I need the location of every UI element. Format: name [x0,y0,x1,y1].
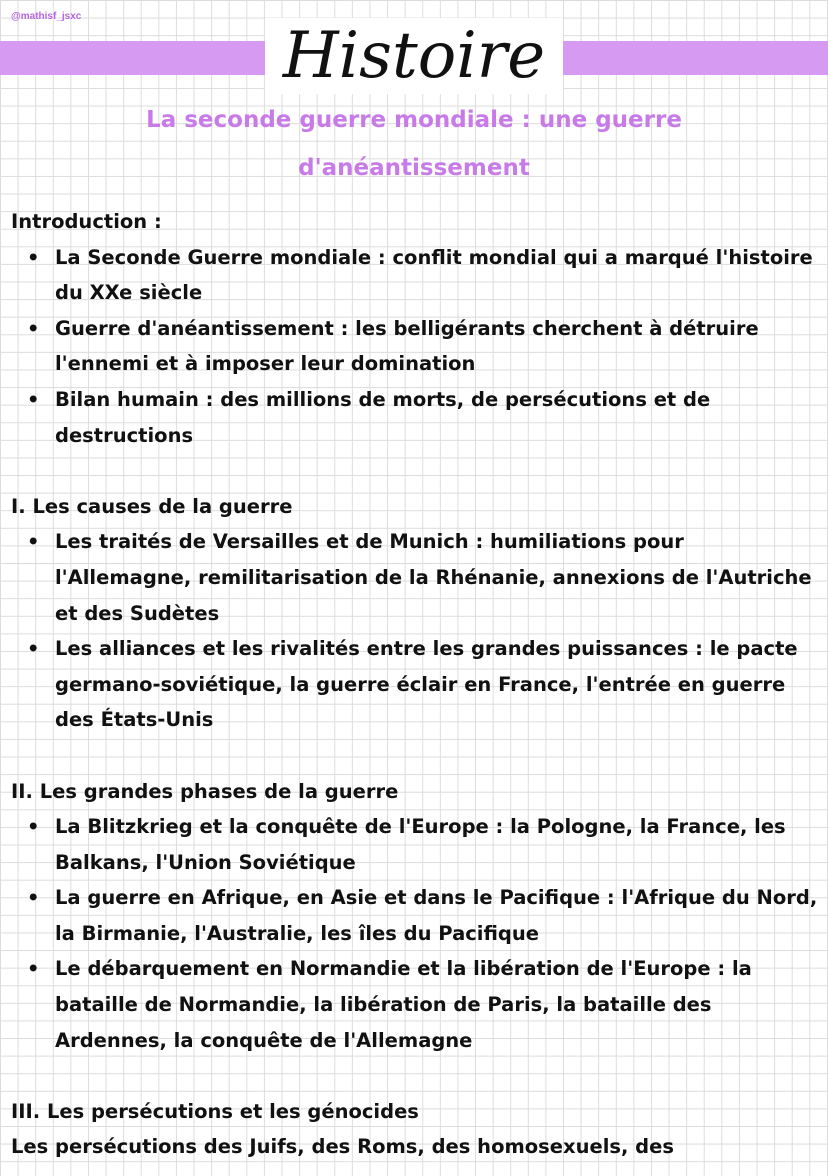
section-persecutions [11,1094,823,1165]
page-title: Histoire [265,18,563,94]
bullet-list [11,524,823,738]
list-item: • Le débarquement en Normandie et la libération de l'Europe : la bataille de Normandie, la libération de Paris, la bataille des Ardennes, la conquête de l'Allemagne [11,951,823,1058]
section-heading: II. Les grandes phases de la guerre [11,779,399,803]
section-phases [11,774,823,1059]
section-heading: III. Les persécutions et les génocides [11,1099,419,1123]
section-heading: Introduction : [11,210,162,233]
bullet-list [11,240,823,454]
section-spacer [11,1058,823,1094]
list-item: • La Blitzkrieg et la conquête de l'Europe : la Pologne, la France, les Balkans, l'Union Soviétique [11,809,823,880]
list-item: • Bilan humain : des millions de morts, de persécutions et de destructions [11,382,823,453]
paragraph-text: Les persécutions des Juifs, des Roms, des homosexuels, des [11,1135,674,1159]
section-causes [11,489,823,738]
section-spacer [11,738,823,774]
page-subtitle: La seconde guerre mondiale : une guerre d'anéantissement [146,107,682,181]
section-heading: I. Les causes de la guerre [11,494,293,518]
author-watermark: @mathisf_jsxc [11,11,82,22]
bullet-list [11,809,823,1058]
title-bar-right [563,41,828,75]
title-bar-left [0,41,265,75]
list-item: • La guerre en Afrique, en Asie et dans le Pacifique : l'Afrique du Nord, la Birmanie, l'Australie, les îles du Pacifique [11,880,823,951]
section-introduction [11,204,823,453]
list-item: • Les alliances et les rivalités entre les grandes puissances : le pacte germano-soviétique, la guerre éclair en France, l'entrée en guerre des États-Unis [11,631,823,738]
list-item: • Guerre d'anéantissement : les belligérants cherchent à détruire l'ennemi et à imposer leur domination [11,311,823,382]
list-item: • La Seconde Guerre mondiale : conflit mondial qui a marqué l'histoire du XXe siècle [11,240,823,311]
notes-content [11,204,823,1165]
list-item: • Les traités de Versailles et de Munich : humiliations pour l'Allemagne, remilitarisation de la Rhénanie, annexions de l'Autriche et des Sudètes [11,524,823,631]
section-spacer [11,453,823,489]
